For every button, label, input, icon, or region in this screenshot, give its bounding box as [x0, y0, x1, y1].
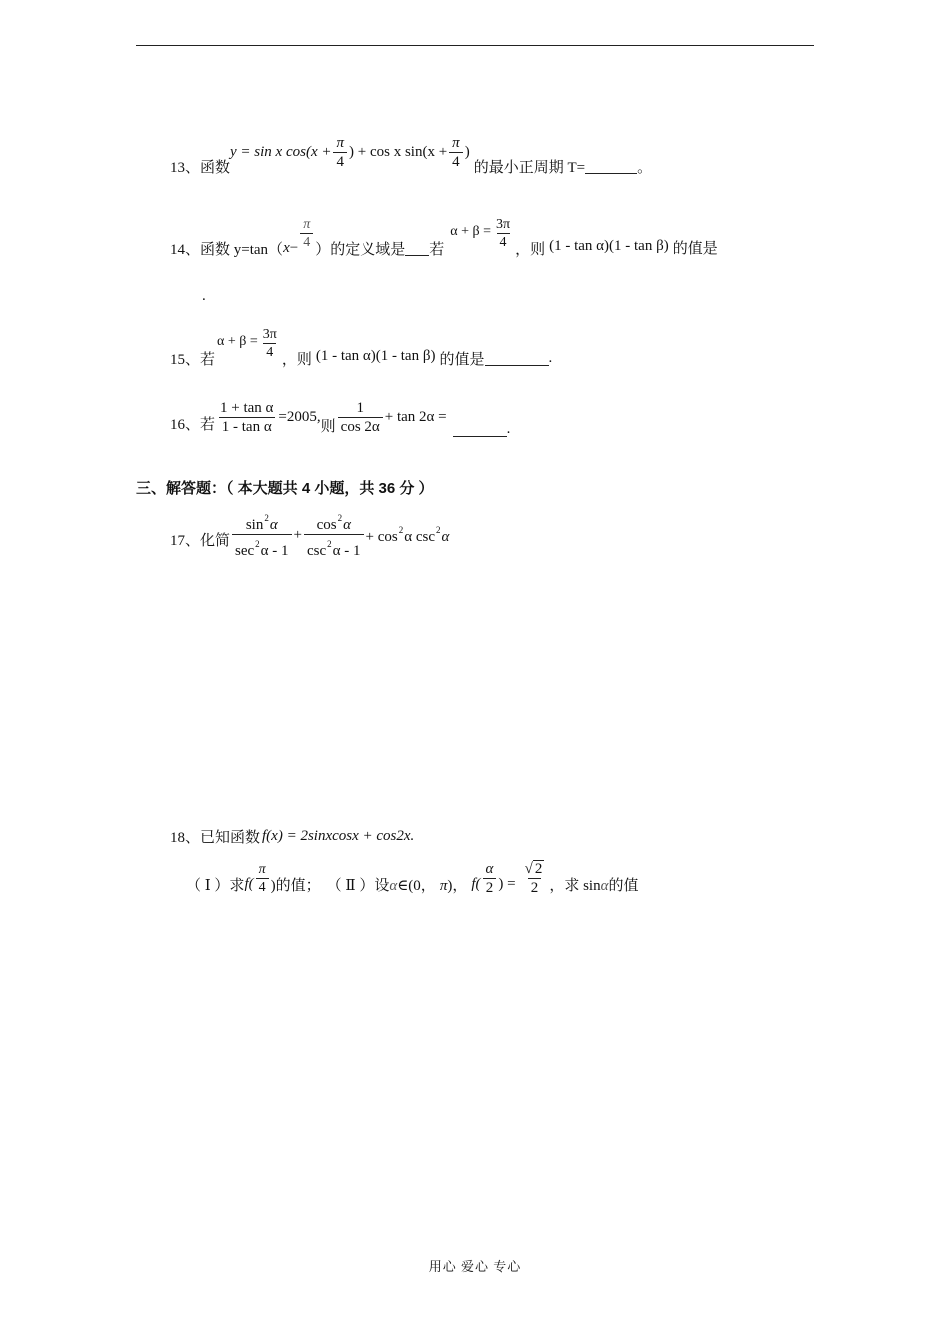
q18-fraction-sqrt2-2: √ 2 2	[524, 861, 543, 896]
q18-fraction-pi-4: $\frac{\pi}{4}$	[256, 861, 269, 897]
q17-label: 17、化简	[170, 532, 231, 549]
q18-part-2-label: （ Ⅱ ）设	[326, 878, 390, 894]
q16-fraction-2: $\frac{1}{\cos 2\alpha}$	[338, 400, 383, 436]
q13-fraction: $\frac{\pi}{4}$	[333, 135, 347, 171]
q16-answer-blank	[453, 422, 507, 437]
q14-continuation: .	[202, 288, 206, 304]
section-3-heading: 三、解答题：（ 本大题共 4 小题，共 36 分 ）	[136, 480, 434, 497]
q13-formula-part2: ) + cos x sin(x +	[349, 144, 448, 160]
q14-answer-blank-1	[405, 241, 429, 256]
question-18	[170, 826, 414, 847]
page-footer: 用心 爱心 专心	[428, 1259, 522, 1274]
q13-suffix: 的最小正周期 T=	[473, 160, 586, 176]
question-13: 13、函数 y = sin x cos(x + $\frac{\pi}{4}$ ) + cos x sin(x + $\frac{\pi}{4}$ ) 的最小正周期 T= 。	[170, 134, 653, 176]
q17-fraction-1: $\frac{\sin^2\alpha}{\sec^2\alpha - 1}$	[232, 510, 292, 560]
q14-fraction: $\frac{\pi}{4}$	[300, 216, 313, 252]
q18-function: f(x) = 2sinxcosx + cos2x.	[262, 828, 415, 844]
q15-answer-blank	[485, 351, 549, 366]
header-rule	[136, 45, 814, 46]
q18-label: 18、已知函数	[170, 830, 261, 846]
q16-label: 16、若	[170, 417, 216, 433]
q15-condition: α + β =	[217, 333, 258, 349]
q14-label: 14、函数 y=tan	[170, 242, 269, 258]
q14-condition-fraction: $\frac{3\pi}{4}$	[496, 216, 511, 250]
q15-condition-fraction: $\frac{3\pi}{4}$	[262, 326, 277, 360]
question-17: 17、化简 $\frac{\sin^2\alpha}{\sec^2\alpha - 1}$ + $\frac{\cos^2\alpha}{\csc^2\alpha - 1}$ + $\cos^2\alpha$ $\csc^2\alpha$	[170, 510, 449, 560]
q13-label: 13、函数	[170, 160, 231, 176]
question-15: 15、若 α + β = $\frac{3\pi}{4}$ ，则 (1 - tan α)(1 - tan β) 的值是 .	[170, 326, 553, 368]
question-16: 16、若 $\frac{\text{1 + tan α}}{\text{1 - tan α}}$ =2005, 则 $\frac{1}{\cos 2\alpha}$ + tan 2α = .	[170, 399, 511, 437]
q13-formula-part1: y = sin x cos(x +	[230, 144, 332, 160]
q14-expression: (1 - tan α)(1 - tan β)	[549, 238, 669, 254]
q17-tail: + $\cos^2\alpha$ $\csc^2\alpha$	[365, 524, 450, 545]
q18-parts: （ Ⅰ ）求 f( $\frac{\pi}{4}$ )的值； （ Ⅱ ）设 α ∈(0， π )， f( $\frac{\alpha}{2}$ ) = √ 2 2 ，求 sin α 的值	[186, 860, 639, 896]
q18-part-1-label: （ Ⅰ ）求	[186, 878, 245, 894]
q15-expression: (1 - tan α)(1 - tan β)	[315, 348, 436, 364]
q13-fraction-2: $\frac{\pi}{4}$	[449, 135, 463, 171]
q14-condition: α + β =	[450, 223, 492, 239]
q16-fraction-1: $\frac{\text{1 + tan α}}{\text{1 - tan α}}$	[220, 399, 274, 435]
q18-fraction-alpha-2: $\frac{\alpha}{2}$	[483, 861, 497, 897]
q17-fraction-2: $\frac{\cos^2\alpha}{\csc^2\alpha - 1}$	[304, 510, 364, 560]
question-14: 14、函数 y=tan （ x − $\frac{\pi}{4}$ ） 的定义域是 若 α + β = $\frac{3\pi}{4}$ ，则 (1 - tan α)(1 - tan β) 的值是	[170, 216, 718, 258]
q15-label: 15、若	[170, 352, 216, 368]
q13-answer-blank	[585, 159, 637, 174]
